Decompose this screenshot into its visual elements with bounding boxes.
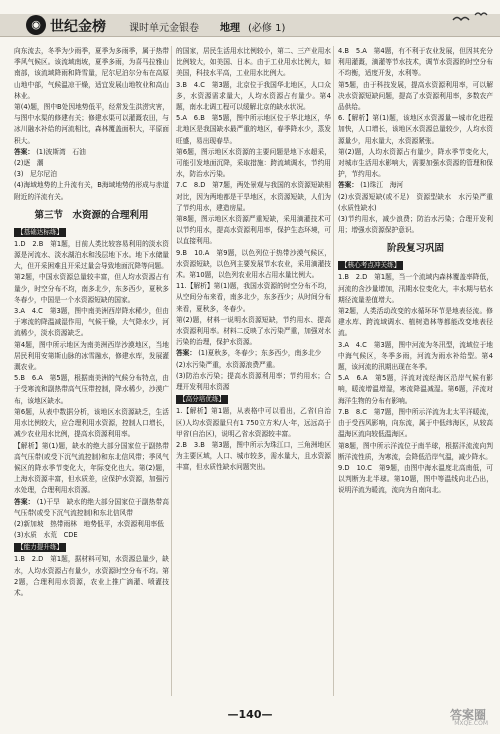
question-answer: 6.【解析】第(1)题，该地区水资源量—城市化进程加快，人口增长，该地区水资源总量较少，人均水资源量少，用水量大，水资源紧张。	[338, 114, 493, 145]
brand-name: 世纪金榜	[50, 19, 106, 35]
paragraph: 4.B 5.A 第4题，有不利于农业发展，但因其充分利用灌溉，滴灌等节水技术，调节水资源的时空分布不均衡，适度开发，水利等。	[338, 47, 493, 78]
section-tag: 【核心考点冲关练】	[338, 261, 403, 270]
column-left	[14, 46, 169, 696]
question-answer: 第6题，从表中数据分析，该地区水资源缺乏，生活用水比例较大，应合理利用水资源，控制人口增长，减少农业用水比例，提高水资源利用率。	[14, 407, 169, 439]
question-answer: 1.D 2.B 第1题，目前人类比较容易利用的淡水资源是河流水、淡水湖泊水和浅层地下水。地下水储量大，但开采困难且开采过量会导致地面沉降等问题。	[14, 239, 169, 271]
question-answer: 7.B 8.C 第7题，图中所示洋流为北太平洋暖流，由于受西风影响，向东流，属于中低纬海区，从较高温海区流向较低温海区。	[338, 407, 493, 439]
answer-item: (1)夏秋多，冬春少；东多西少，南多北少	[198, 349, 322, 358]
page-footer	[0, 700, 500, 734]
section-tag: 【基础达标练】	[14, 228, 66, 237]
column-divider	[333, 46, 334, 696]
question-answer: 1.【解析】第1题，从表格中可以看出，乙省(自治区)人均水资源量只有1 750立方米/人·年，远远高于甲省(自治区)，说明乙省水资源较丰富。	[176, 407, 331, 438]
answer-label: 答案：	[338, 181, 359, 190]
paragraph: 第(4)题，图中B处因地势低平，经常发生洪涝灾害，与图中水渠的修建有关；修建水渠可以灌溉农田，与冰川融水补给的河流相比，森林覆盖面积大，平原面积大。	[14, 103, 169, 145]
answer-item: (2)新加坡 热带雨林 地势低平，水资源利用率低	[14, 519, 164, 528]
question-answer: 7.C 8.D 第7题，两处景观与我国的水资源短缺相对比，因为两地都是干旱地区，水资源短缺，人们为了节约用水，建造房屋。	[176, 181, 331, 212]
paragraph: 第6题，图示地区水资源的主要问题是地下水超采，可能引发地面沉降，采取措施：跨流域调水，节约用水，防治水污染。	[176, 147, 331, 179]
column-middle	[176, 46, 331, 696]
volume-label: (必修 1)	[248, 23, 286, 34]
section-title: 阶段复习巩固	[386, 243, 444, 255]
page-header	[0, 0, 500, 40]
page-number: —140—	[227, 708, 273, 721]
series-title: 课时单元金银卷	[129, 23, 199, 34]
watermark-url: MXQE.COM	[454, 720, 488, 727]
question-answer: 第2题，人类活动改变的水循环环节是地表径流。修建水库、跨流域调水、植树造林等都能改变地表径流。	[338, 307, 493, 338]
answer-item: (3)水质 水荒 CDE	[14, 531, 78, 540]
answer-label: 答案：	[176, 349, 197, 358]
question-answer: 1.B 2.D 第1题，当一个流域内森林覆盖率降低，河流的含沙量增加，汛期水位变化大，丰水期与枯水期径流量差值增大。	[338, 273, 493, 304]
section-tag: 【能力提升练】	[14, 543, 66, 552]
answer-item: (1)干旱 缺水的绝大部分国家位于副热带高气压带(或受下沉气流控制)和东北信风带	[14, 497, 169, 517]
watermark: 答案圈	[449, 708, 486, 722]
birds-icon	[445, 8, 495, 28]
question-answer: 第(2)题，人均水资源占有量少，降水季节变化大，对城市生活用水影响大，需要加强水资源的管理和保护，节约用水。	[338, 147, 493, 179]
column-right	[338, 46, 493, 696]
question-answer: 3.A 4.C 第3题，图中南美洲西岸降水稀少，但由于寒流的降温减湿作用，气候干燥，大气降水少，河流稀少，淡水资源缺乏。	[14, 307, 169, 338]
answer-item: (3)防治水污染；提高水资源利用率；节约用水；合理开发利用水资源	[176, 371, 331, 392]
explanation: 【解析】第(1)题，缺水的绝大部分国家位于副热带高气压带(或受下沉气流控制)和东北信风带；季风气候区的降水季节变化大，年际变化也大。第(2)题，上海水资源丰富，但水质差，应保护水资源，加强污水处理，合理利用水资源。	[14, 441, 169, 495]
question-answer: 5.B 6.A 第5题，根据南美洲的气候分布特点，由于受寒流和副热带高气压带控制，降水稀少，沙漠广布，该地区缺水。	[14, 374, 169, 405]
question-answer: 11.【解析】第(1)题，我国水资源的时空分布不均，从空间分布来看，南多北少，东多西少；从时间分布来看，夏秋多，冬春少。	[176, 282, 331, 313]
answer-item: (2)水污染严重，水资源浪费严重。	[176, 360, 280, 369]
question-answer: 第4题，图中所示地区为南美洲西岸沙漠地区，当地居民利用安第斯山脉的冰雪融水，修建水库，发展灌溉农业。	[14, 340, 169, 372]
paragraph: 3.B 4.C 第3题，北京位于我国华北地区，人口众多，水资源需求量大，人均水资源占有量少。第4题，南水北调工程可以缓解北京的缺水状况。	[176, 80, 331, 112]
answer-item: (2)逐 潮	[14, 159, 44, 168]
answer-item: (2)水资源短缺(或不足) 资源型缺水 水污染严重(水质性缺水)	[338, 192, 493, 212]
answer-block	[14, 147, 169, 158]
column-divider	[171, 46, 172, 696]
brand-logo-icon: ◉	[26, 15, 46, 35]
answer-label: 答案：	[14, 147, 35, 156]
answer-item: (3) 尼尔尼泊	[14, 170, 57, 179]
question-answer: 9.B 10.A 第9题，以色列位于热带沙漠气候区，水资源短缺，以色列主要发展节水农业，采用滴灌技术。第10题，以色列农业用水占用水量比例大。	[176, 248, 331, 280]
paragraph: 第5题，由于科技发展，提高水资源利用率，可以解决水资源短缺问题，提高了水资源利用率，多数农产品供给。	[338, 80, 493, 112]
answer-item: (4)海域地势的上升流有关，B海域地势的形成与赤道附近的洋流有关。	[14, 181, 169, 201]
question-answer: 第8题，图中所示洋流位于南半球，根据洋流流向判断洋流性质，为寒流，会降低沿岸气温，减少降水。	[338, 441, 493, 461]
question-answer: 5.A 6.A 第5题，洋流对流经海区沿岸气候有影响，暖流增温增湿，寒流降温减湿。第6题，洋流对海洋生物的分布有影响。	[338, 374, 493, 405]
answer-item: (1)波斯湾 石油	[36, 147, 86, 156]
question-answer: 第(2)题，材料一说明水资源短缺，节约用水、提高水资源利用率。材料二反映了水污染严重，加强对水污染的治理，保护水资源。	[176, 315, 331, 347]
answer-item: (3)节约用水，减少浪费；防治水污染；合理开发利用；增强水资源保护意识。	[338, 215, 493, 235]
question-answer: 第2题，中国水资源总量较丰富，但人均水资源占有量少，时空分布不均，南多北少，东多西少，夏秋多冬春少，中国是一个水资源短缺的国家。	[14, 273, 169, 304]
answer-block	[14, 497, 169, 519]
answer-label: 答案：	[14, 497, 35, 506]
question-answer: 第8题，图示地区水资源严重短缺，采用滴灌技术可以节约用水，提高水资源利用率，保护生态环境，可以直接利用。	[176, 215, 331, 246]
paragraph: 的国家，居民生活用水比例较小，第二、三产业用水比例较大，如美国、日本。由于工业用水比例大，如美国，科技水平高，工业用水比例大。	[176, 47, 331, 78]
subject-title: 地理	[220, 23, 240, 34]
section-tag: 【高分培优练】	[176, 395, 228, 404]
question-answer: 3.A 4.C 第3题，图中河流为冬汛型，流域位于地中海气候区，冬季多雨，河流为雨水补给型。第4题，该河流的汛期出现在冬季。	[338, 340, 493, 372]
question-answer: 2.B 3.B 第3题，图中所示为珠江口，三角洲地区为主要区域，人口、城市较多，需水量大，且水资源丰富，但水质性缺水问题突出。	[176, 440, 331, 472]
answer-block	[176, 348, 331, 359]
paragraph: 5.A 6.B 第5题，图中所示地区位于华北地区，华北地区是我国缺水最严重的地区，春季降水少，蒸发旺盛，易出现春旱。	[176, 114, 331, 145]
section-title: 第三节 水资源的合理利用	[34, 209, 149, 221]
paragraph: 向东流去，冬季为少雨季，夏季为多雨季，属于热带季风气候区。该流域南坡，夏季多雨，为喜马拉雅山南部，该流域降雨和降雪量，尼尔尼泊尔分布在高原山地中部，气候温凉干燥，适宜发展山地牧业和高山林业。	[14, 47, 169, 100]
answer-item: (1)珠江 海河	[360, 181, 404, 190]
answer-block	[338, 180, 493, 191]
question-answer: 9.D 10.C 第9题，由图中海水温度北高南低，可以判断为北半球。第10题，图中等温线向北凸出，说明洋流为暖流，流向为自南向北。	[338, 463, 493, 495]
question-answer: 1.B 2.D 第1题，据材料可知，水资源总量少，缺水，人均水资源占有量少，水资源时空分布不均。第2题，合理利用水资源，农业上推广滴灌、喷灌技术。	[14, 555, 169, 597]
